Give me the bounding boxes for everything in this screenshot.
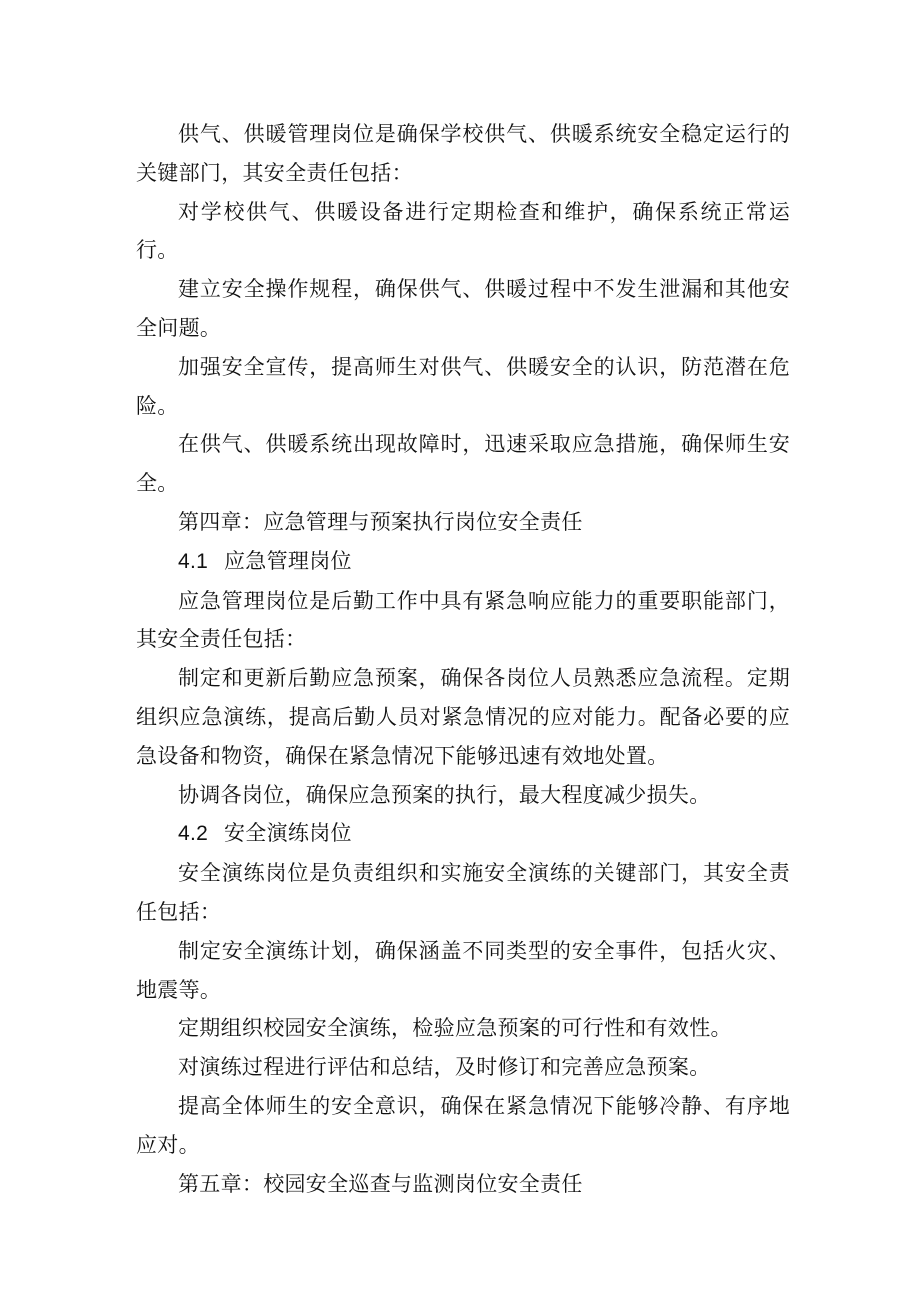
paragraph: 提高全体师生的安全意识，确保在紧急情况下能够冷静、有序地应对。 (136, 1093, 790, 1157)
document-body (136, 115, 790, 1203)
section-number: 4.2 (178, 822, 209, 846)
paragraph: 制定安全演练计划，确保涵盖不同类型的安全事件，包括火灾、地震等。 (136, 938, 790, 1002)
section-title: 安全演练岗位 (224, 821, 352, 846)
chapter-5-heading: 第五章：校园安全巡查与监测岗位安全责任 (178, 1171, 583, 1196)
paragraph: 建立安全操作规程，确保供气、供暖过程中不发生泄漏和其他安全问题。 (136, 277, 790, 340)
paragraph: 应急管理岗位是后勤工作中具有紧急响应能力的重要职能部门，其安全责任包括： (136, 588, 790, 652)
paragraph: 加强安全宣传，提高师生对供气、供暖安全的认识，防范潜在危险。 (136, 354, 790, 418)
section-4-2-heading (136, 814, 790, 854)
section-4-1-heading (136, 542, 790, 582)
paragraph: 对演练过程进行评估和总结，及时修订和完善应急预案。 (178, 1055, 711, 1080)
section-title: 应急管理岗位 (224, 548, 352, 573)
paragraph: 定期组织校园安全演练，检验应急预案的可行性和有效性。 (178, 1016, 732, 1041)
paragraph: 对学校供气、供暖设备进行定期检查和维护，确保系统正常运行。 (136, 199, 790, 263)
paragraph: 供气、供暖管理岗位是确保学校供气、供暖系统安全稳定运行的关键部门，其安全责任包括： (136, 122, 790, 185)
paragraph: 制定和更新后勤应急预案，确保各岗位人员熟悉应急流程。定期组织应急演练，提高后勤人员对紧急情况的应对能力。配备必要的应急设备和物资，确保在紧急情况下能够迅速有效地处置。 (136, 666, 790, 768)
chapter-4-heading: 第四章：应急管理与预案执行岗位安全责任 (178, 509, 583, 534)
paragraph: 协调各岗位，确保应急预案的执行，最大程度减少损失。 (178, 782, 711, 807)
paragraph: 安全演练岗位是负责组织和实施安全演练的关键部门，其安全责任包括： (136, 861, 790, 924)
paragraph: 在供气、供暖系统出现故障时，迅速采取应急措施，确保师生安全。 (136, 432, 790, 496)
section-number: 4.1 (178, 549, 209, 573)
